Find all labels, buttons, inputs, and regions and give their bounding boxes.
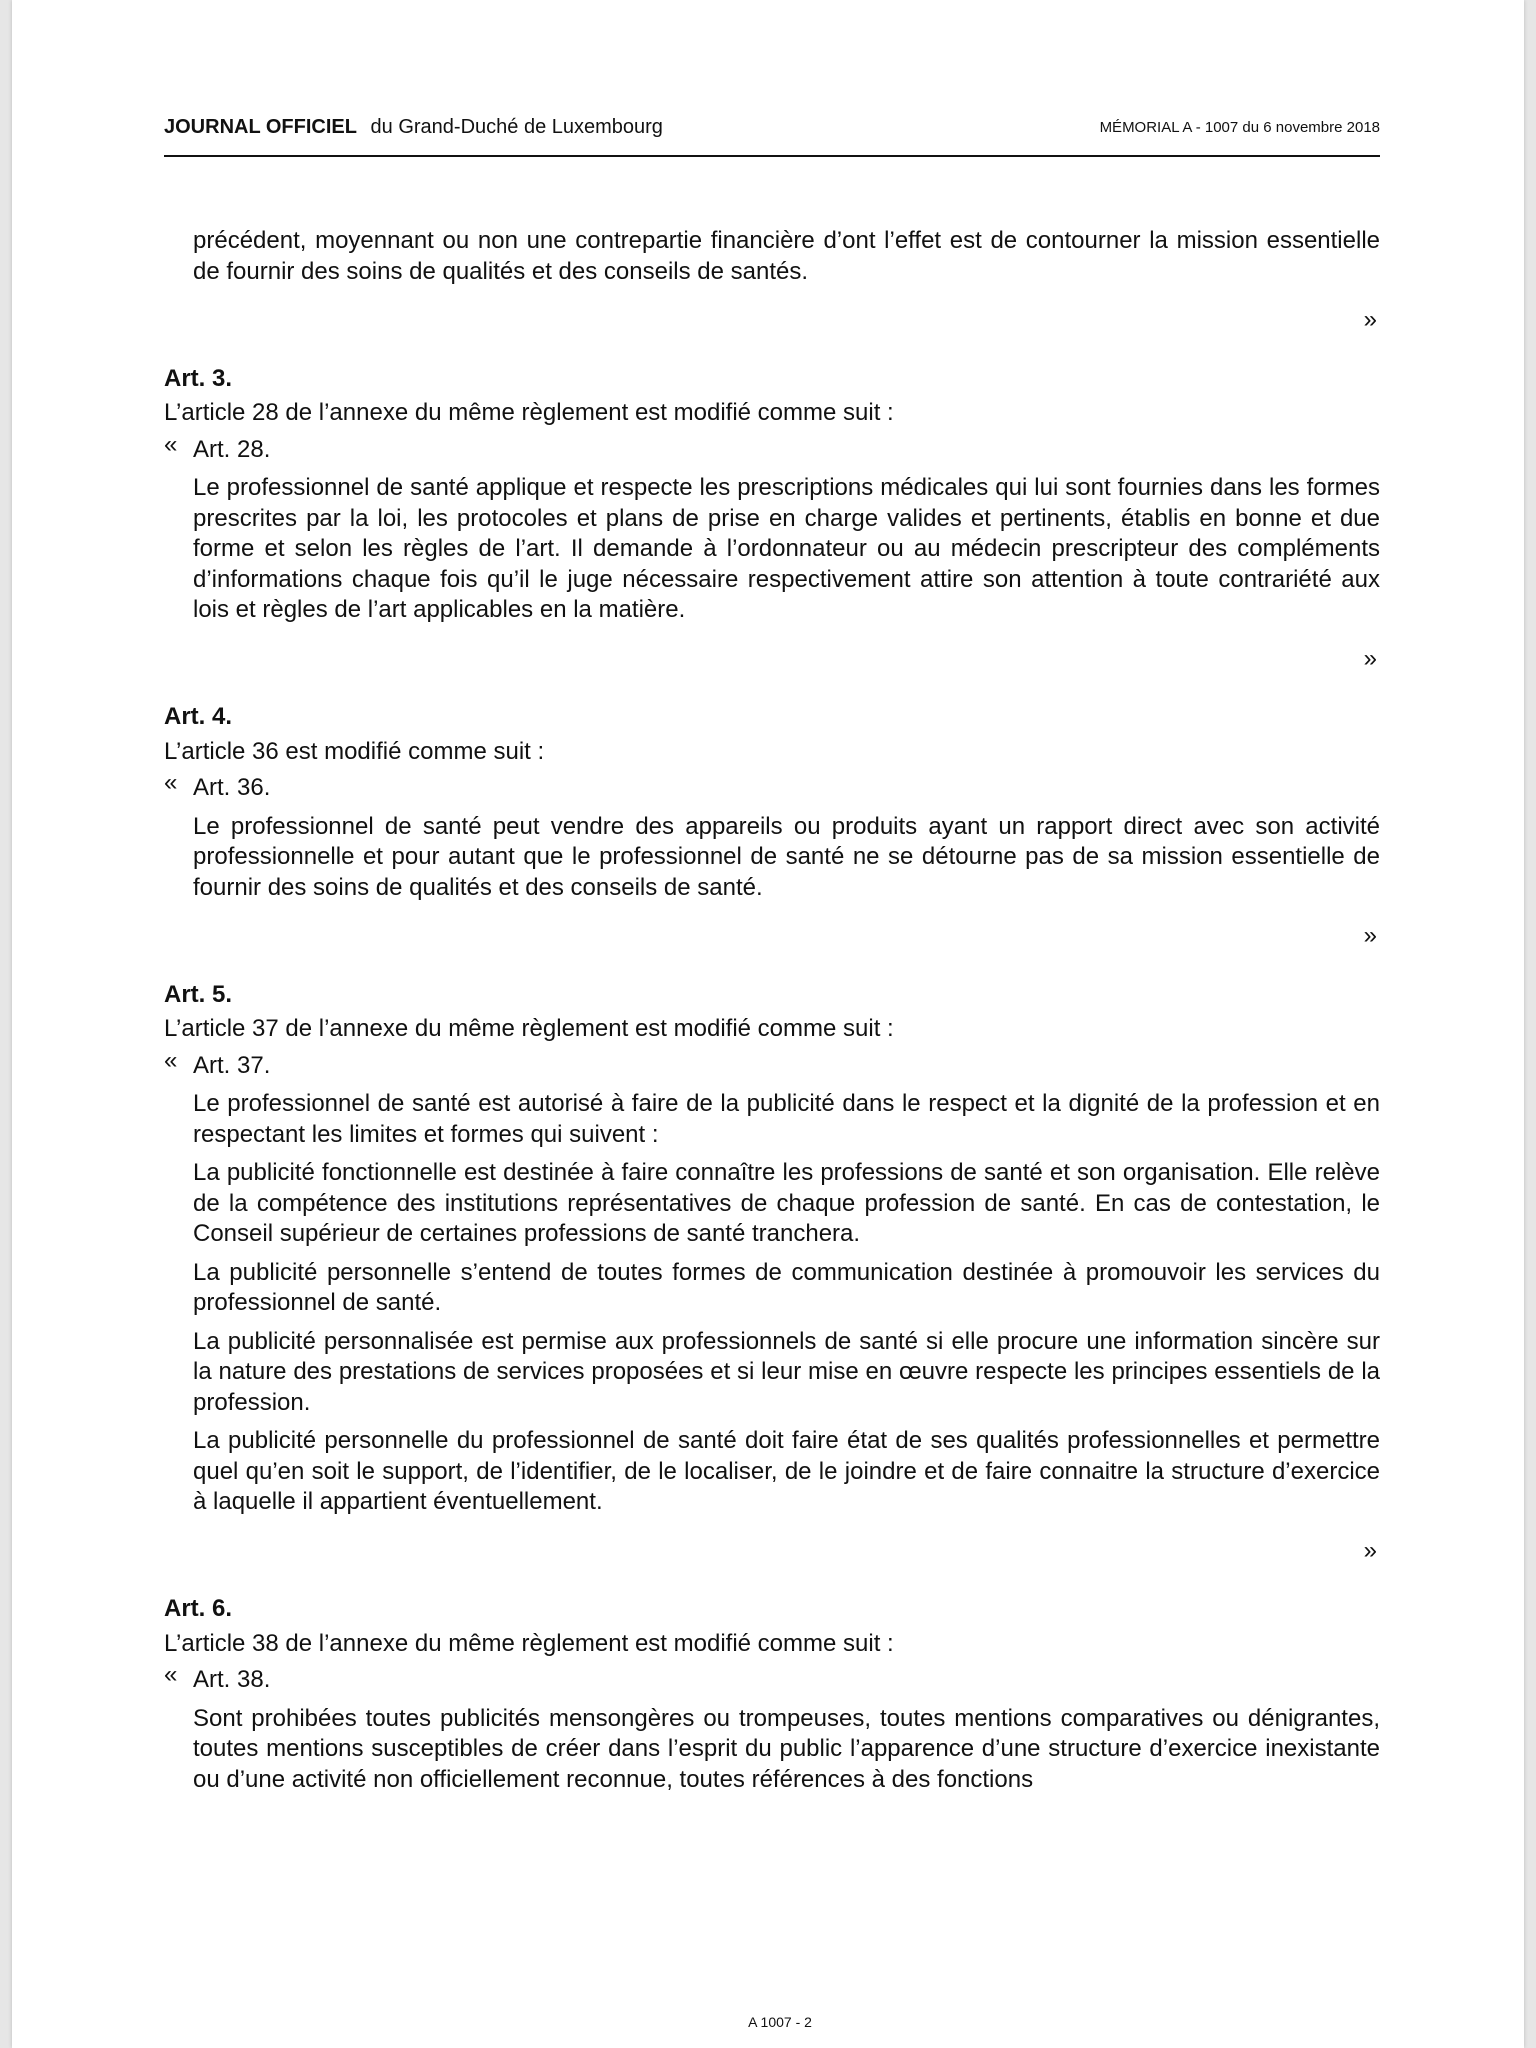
opening-quote: « — [164, 430, 178, 458]
quoted-article — [164, 430, 1380, 626]
quoted-article-body — [193, 773, 1380, 903]
journal-title — [164, 116, 663, 139]
page-header — [164, 116, 1380, 139]
article-section — [164, 980, 1380, 1567]
article-intro: L’article 37 de l’annexe du même règlement est modifié comme suit : — [164, 1015, 894, 1042]
document-body — [164, 226, 1380, 1803]
opening-quote: « — [164, 1046, 178, 1074]
opening-quote: « — [164, 1661, 178, 1688]
quoted-article-body — [193, 1665, 1380, 1795]
article-section — [164, 364, 1380, 675]
quoted-article — [164, 1661, 1380, 1795]
article-heading: Art. 3. — [164, 364, 233, 392]
article-heading: Art. 6. — [164, 1595, 233, 1622]
quoted-article — [164, 769, 1380, 903]
article-paragraph: La publicité personnelle du professionnel de santé doit faire état de ses qualités professionnelles et permettre quel qu’en soit le support, de l’identifier, de le localiser, de le joindre et de faire connaitre la structure d’exercice à laquelle il appartient éventuellement. — [193, 1427, 1380, 1515]
closing-quote: » — [1363, 1536, 1377, 1564]
article-section — [164, 1594, 1380, 1795]
journal-name: JOURNAL OFFICIEL — [164, 116, 357, 138]
document-page — [12, 0, 1524, 2048]
quoted-article-number: Art. 38. — [193, 1666, 271, 1693]
quoted-article-body — [193, 435, 1380, 626]
quoted-article-body — [193, 1051, 1380, 1518]
closing-quote: » — [1363, 306, 1377, 333]
quoted-article-number: Art. 28. — [193, 435, 271, 463]
article-paragraph: Sont prohibées toutes publicités mensongères ou trompeuses, toutes mentions comparatives ou dénigrantes, toutes mentions susceptibles de créer dans l’esprit du public l’apparence d’une structure d’exercice inexistante ou d’une activité non officiellement reconnue, toutes références à des fonctions — [193, 1704, 1380, 1793]
quoted-article-number: Art. 37. — [193, 1051, 271, 1079]
article-paragraph: La publicité personnalisée est permise aux professionnels de santé si elle procure une information sincère sur la nature des prestations de services proposées et si leur mise en œuvre respecte les principes essentiels de la profession. — [193, 1327, 1380, 1416]
article-intro: L’article 28 de l’annexe du même règlement est modifié comme suit : — [164, 399, 894, 426]
header-divider — [164, 155, 1380, 157]
article-section — [164, 702, 1380, 952]
opening-quote: « — [164, 769, 178, 796]
article-paragraph: La publicité personnelle s’entend de toutes formes de communication destinée à promouvoir les services du professionnel de santé. — [193, 1258, 1380, 1316]
quoted-article — [164, 1046, 1380, 1518]
continuation-paragraph: précédent, moyennant ou non une contrepartie financière d’ont l’effet est de contourner la mission essentielle de fournir des soins de qualités et des conseils de santés. — [193, 227, 1380, 285]
article-paragraph: La publicité fonctionnelle est destinée à faire connaître les professions de santé et son organisation. Elle relève de la compétence des institutions représentatives de chaque profession de santé. En cas de contestation, le Conseil supérieur de certaines professions de santé tranchera. — [193, 1159, 1380, 1247]
article-paragraph: Le professionnel de santé applique et respecte les prescriptions médicales qui lui sont fournies dans les formes prescrites par la loi, les protocoles et plans de prise en charge valides et pertinents, établis en bonne et due forme et selon les règles de l’art. Il demande à l’ordonnateur ou au médecin prescripteur des compléments d’informations chaque fois qu’il le juge nécessaire respectivement attire son attention à toute contrariété aux lois et règles de l’art applicables en la matière. — [193, 474, 1380, 623]
article-paragraph: Le professionnel de santé peut vendre des appareils ou produits ayant un rapport direct avec son activité professionnelle et pour autant que le professionnel de santé ne se détourne pas de sa mission essentielle de fournir des soins de qualités et des conseils de santé. — [193, 812, 1380, 901]
article-heading: Art. 4. — [164, 703, 233, 730]
closing-quote: » — [1363, 644, 1377, 672]
article-intro: L’article 36 est modifié comme suit : — [164, 737, 545, 765]
memorial-reference: MÉMORIAL A - 1007 du 6 novembre 2018 — [1099, 119, 1380, 136]
article-heading: Art. 5. — [164, 980, 233, 1008]
page-number: A 1007 - 2 — [748, 2014, 812, 2030]
closing-quote: » — [1363, 922, 1377, 949]
article-paragraph: Le professionnel de santé est autorisé à faire de la publicité dans le respect et la dignité de la profession et en respectant les limites et formes qui suivent : — [193, 1090, 1380, 1148]
journal-subtitle: du Grand-Duché de Luxembourg — [370, 116, 663, 138]
article-intro: L’article 38 de l’annexe du même règlement est modifié comme suit : — [164, 1629, 894, 1657]
quoted-article-number: Art. 36. — [193, 774, 271, 801]
